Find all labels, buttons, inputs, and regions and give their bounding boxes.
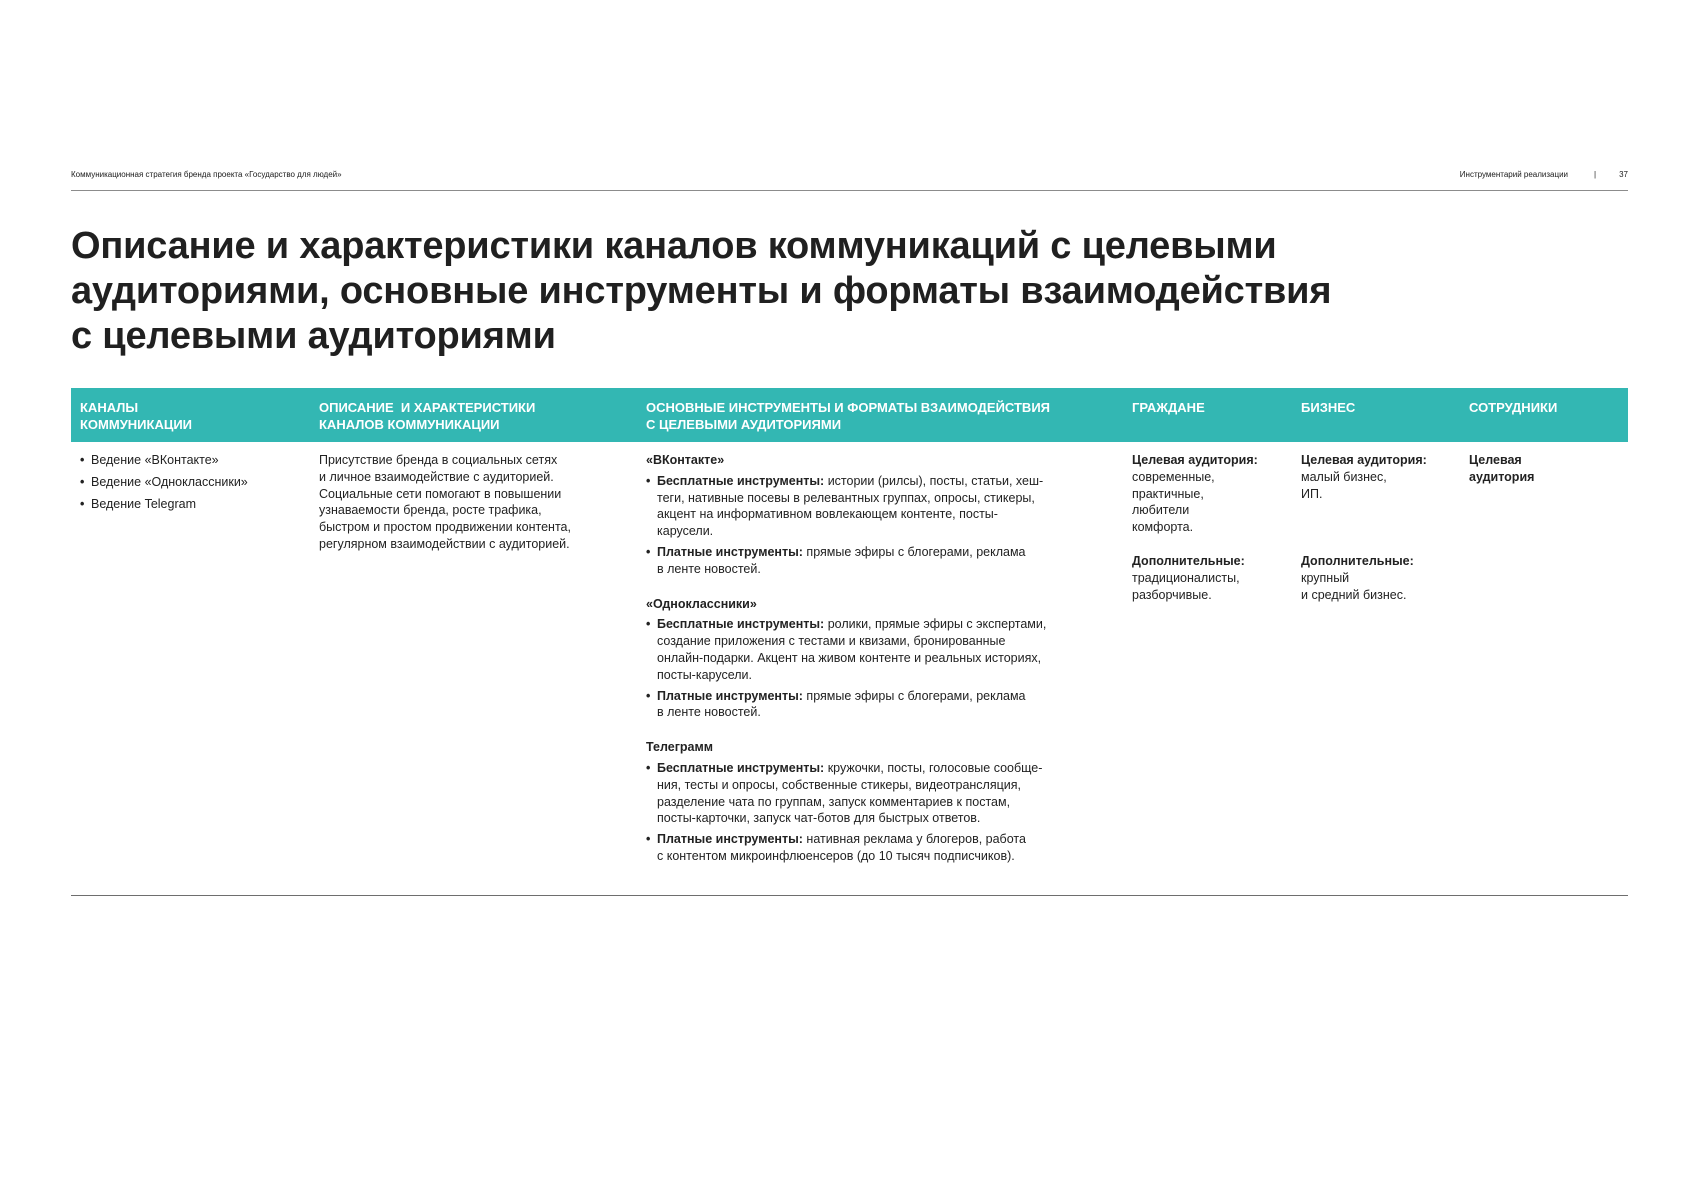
tools-cell	[646, 452, 1121, 883]
bullet-icon: •	[80, 474, 85, 489]
audience-text: практичные,	[1132, 486, 1204, 501]
tools-text: теги, нативные посевы в релевантных группах, опросы, стикеры,	[657, 490, 1035, 505]
header-text: БИЗНЕС	[1301, 400, 1356, 415]
header-text: КАНАЛЫ	[80, 400, 139, 415]
running-header	[71, 170, 1628, 191]
tools-text: в ленте новостей.	[657, 561, 761, 576]
list-item	[80, 474, 300, 491]
channels-cell	[80, 452, 300, 517]
header-separator: |	[1594, 170, 1597, 179]
description-line: узнаваемости бренда, росте трафика,	[319, 503, 542, 518]
audience-text: комфорта.	[1132, 520, 1194, 535]
description-line: регулярном взаимодействии с аудиторией.	[319, 536, 570, 551]
header-text: ОСНОВНЫЕ ИНСТРУМЕНТЫ И ФОРМАТЫ ВЗАИМОДЕЙСТВИЯ	[646, 400, 1051, 415]
citizens-cell	[1132, 452, 1292, 620]
tools-text: разделение чата по группам, запуск комментариев к постам,	[657, 794, 1011, 809]
header-employees	[1469, 400, 1624, 417]
description-line: Присутствие бренда в социальных сетях	[319, 453, 558, 467]
target-label: аудитория	[1469, 469, 1535, 484]
description-line: быстром и простом продвижении контента,	[319, 520, 571, 535]
target-audience	[1301, 452, 1461, 536]
channel-label: Ведение Telegram	[91, 496, 196, 511]
list-item	[646, 688, 1121, 722]
target-audience	[1132, 452, 1292, 536]
section-name: Инструментарий реализации	[1459, 170, 1569, 179]
platform-name: «ВКонтакте»	[646, 453, 725, 467]
audience-text: традиционалисты,	[1132, 570, 1240, 585]
description-line: и личное взаимодействие с аудиторией.	[319, 469, 554, 484]
audience-text: разборчивые.	[1132, 587, 1212, 602]
list-item	[80, 496, 300, 513]
channel-label: Ведение «Одноклассники»	[91, 474, 248, 489]
audience-text: и средний бизнес.	[1301, 587, 1407, 602]
tools-text: акцент на информативном вовлекающем контенте, посты-	[657, 507, 998, 522]
tools-text: кружочки, посты, голосовые сообще-	[827, 760, 1043, 775]
paid-tools-label: Платные инструменты:	[657, 544, 803, 559]
tools-text: ролики, прямые эфиры с экспертами,	[827, 617, 1047, 632]
additional-audience	[1301, 553, 1461, 603]
audience-text: любители	[1132, 503, 1190, 518]
tools-text: посты-карточки, запуск чат-ботов для быстрых ответов.	[657, 811, 981, 826]
audience-text: ИП.	[1301, 486, 1323, 501]
bullet-icon: •	[646, 688, 651, 703]
bullet-icon: •	[646, 832, 651, 847]
bullet-icon: •	[646, 617, 651, 632]
header-text: КАНАЛОВ КОММУНИКАЦИИ	[319, 416, 500, 432]
header-text: С ЦЕЛЕВЫМИ АУДИТОРИЯМИ	[646, 416, 842, 432]
tools-text: в ленте новостей.	[657, 705, 761, 720]
header-text: ГРАЖДАНЕ	[1132, 400, 1205, 415]
bullet-icon: •	[80, 496, 85, 511]
platform-vk	[646, 452, 1121, 578]
page-title-line: аудиториями, основные инструменты и форматы взаимодействия	[71, 270, 1332, 312]
list-item	[646, 544, 1121, 578]
target-label: Целевая аудитория:	[1301, 453, 1427, 467]
document-title: Коммуникационная стратегия бренда проекта «Государство для людей»	[71, 170, 342, 179]
free-tools-label: Бесплатные инструменты:	[657, 617, 825, 632]
tools-text: прямые эфиры с блогерами, реклама	[806, 688, 1026, 703]
employees-cell	[1469, 452, 1624, 486]
platform-name: Телеграмм	[646, 740, 713, 755]
platform-ok	[646, 596, 1121, 722]
free-tools-label: Бесплатные инструменты:	[657, 473, 825, 488]
paid-tools-label: Платные инструменты:	[657, 832, 803, 847]
platform-name: «Одноклассники»	[646, 596, 757, 611]
business-cell	[1301, 452, 1461, 620]
tools-text: нативная реклама у блогеров, работа	[806, 832, 1026, 847]
page-number: 37	[1619, 170, 1628, 179]
free-tools-label: Бесплатные инструменты:	[657, 760, 825, 775]
bullet-icon: •	[646, 760, 651, 775]
tools-text: прямые эфиры с блогерами, реклама	[806, 544, 1026, 559]
header-description	[319, 400, 624, 433]
audience-text: малый бизнес,	[1301, 469, 1387, 484]
bullet-icon: •	[80, 453, 85, 467]
tools-text: с контентом микроинфлюенсеров (до 10 тысяч подписчиков).	[657, 848, 1015, 863]
tools-text: карусели.	[657, 524, 714, 539]
header-text: СОТРУДНИКИ	[1469, 400, 1558, 415]
platform-telegram	[646, 739, 1121, 865]
channel-label: Ведение «ВКонтакте»	[91, 453, 219, 467]
description-cell	[319, 452, 624, 553]
audience-text: крупный	[1301, 570, 1350, 585]
target-label: Целевая аудитория:	[1132, 453, 1258, 467]
header-channels	[80, 400, 300, 433]
target-label: Целевая	[1469, 453, 1522, 467]
header-text: КОММУНИКАЦИИ	[80, 416, 193, 432]
extra-label: Дополнительные:	[1301, 554, 1414, 568]
tools-text: истории (рилсы), посты, статьи, хеш-	[827, 473, 1044, 488]
list-item	[646, 616, 1121, 683]
page-title	[71, 224, 1571, 359]
tools-text: ния, тесты и опросы, собственные стикеры, видеотрансляция,	[657, 777, 1022, 792]
header-business	[1301, 400, 1461, 417]
additional-audience	[1132, 553, 1292, 603]
list-item	[646, 473, 1121, 540]
list-item	[646, 760, 1121, 827]
header-section-info	[1460, 170, 1628, 180]
header-tools	[646, 400, 1121, 433]
list-item	[646, 831, 1121, 865]
bullet-icon: •	[646, 473, 651, 488]
list-item	[80, 452, 300, 469]
bullet-icon: •	[646, 544, 651, 559]
tools-text: посты-карусели.	[657, 667, 752, 682]
channels-table	[71, 388, 1628, 896]
audience-text: современные,	[1132, 469, 1215, 484]
paid-tools-label: Платные инструменты:	[657, 688, 803, 703]
header-citizens	[1132, 400, 1292, 417]
table-header-row	[71, 388, 1628, 442]
tools-text: онлайн-подарки. Акцент на живом контенте и реальных историях,	[657, 650, 1042, 665]
description-line: Социальные сети помогают в повышении	[319, 486, 562, 501]
header-text: ОПИСАНИЕ И ХАРАКТЕРИСТИКИ	[319, 400, 536, 415]
page-title-line: Описание и характеристики каналов коммуникаций с целевыми	[71, 225, 1277, 267]
extra-label: Дополнительные:	[1132, 553, 1245, 568]
page-title-line: с целевыми аудиториями	[71, 315, 556, 357]
tools-text: создание приложения с тестами и квизами, бронированные	[657, 634, 1006, 649]
